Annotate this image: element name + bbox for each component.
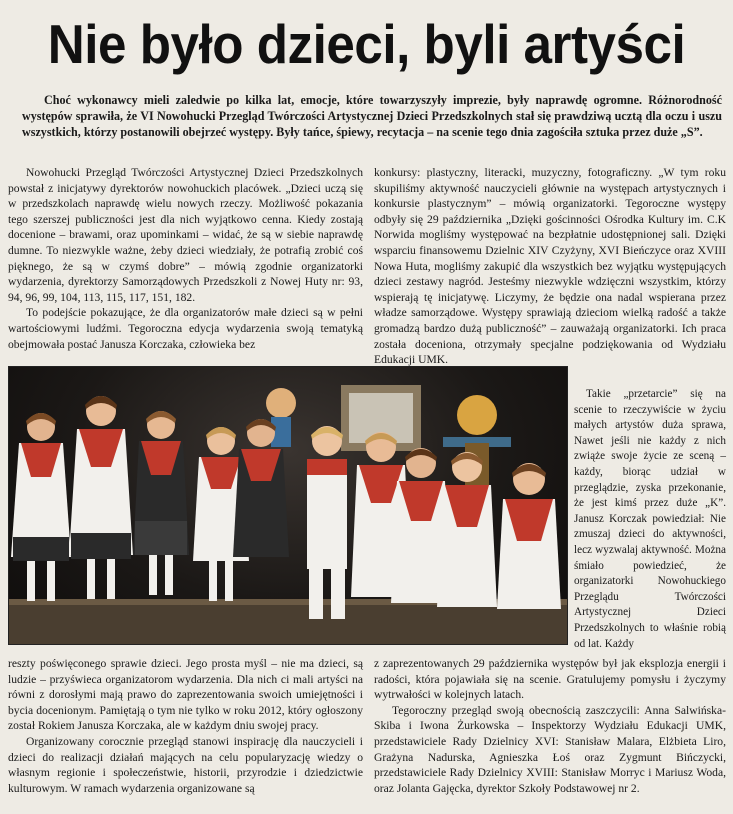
column-2-side [574, 387, 726, 652]
column-1-top [8, 165, 363, 352]
paragraph: Organizowany corocznie przegląd stanowi inspirację dla nauczycieli i dzieci do realizacji działań mających na celu popularyzację wiedzy o własnym regionie i społeczeństwie, historii, przyrodzie i dziedzictwie kulturowym. W ramach wydarzenia organizowane są [8, 734, 363, 795]
paragraph: z zaprezentowanych 29 października występów był jak eksplozja energii i radości, która pojawiała się na scenie. Gratulujemy pomysłu i życzymy wytrwałości w kolejnych latach. [374, 657, 726, 702]
paragraph: Tegoroczny przegląd swoją obecnością zaszczycili: Anna Salwińska-Skiba i Iwona Żurkowska – Inspektorzy Wydziału Edukacji UMK, przedstawiciele Rady Dzielnicy XVI: Stanisław Malara, Elżbieta Liro, Grażyna Nadurska, Agnieszka Łoś oraz Zygmunt Bińczycki, przedstawiciele Rady Dzielnicy XVIII: Stanisław Morryc i Mariusz Woda, oraz Jolanta Gajęcka, dyrektor Szkoły Podstawowej nr 2. [374, 703, 726, 795]
article-photo [8, 366, 568, 645]
paragraph: Nowohucki Przegląd Twórczości Artystycznej Dzieci Przedszkolnych powstał z inicjatywy dyrektorów nowohuckich placówek. „Dzieci uczą się w przedszkolach naprawdę wielu nowych rzeczy. Możliwość pokazania tego szerszej publiczności jest dla nich wyjątkowo cenna. Kiedy zostają docenione – brawami, oraz upominkami – widać, że są w siebie naprawdę dumne. To niezwykle ważne, żeby dzieci wiedziały, że potrafią zrobić coś pięknego, że są w czymś dobre” – mówią zgodnie organizatorki wydarzenia, dyrektorzy Samorządowych Przedszkoli z Nowej Huty nr: 93, 94, 96, 99, 104, 113, 115, 117, 151, 182. [8, 166, 363, 304]
lead-paragraph: Choć wykonawcy mieli zaledwie po kilka lat, emocje, które towarzyszyły imprezie, były naprawdę ogromne. Różnorodność występów sprawiła, że VI Nowohucki Przegląd Twórczości Artystycznej Dzieci Przedszkolnych stał się prawdziwą ucztą dla oczu i uszu wszystkich, którzy postanowili obejrzeć występy. Były tańce, śpiewy, recytacja – na scenie tego dnia zagościła sztuka przez duże „S”. [22, 93, 722, 139]
paragraph: konkursy: plastyczny, literacki, muzyczny, fotograficzny. „W tym roku skupiliśmy aktywność nauczycieli głównie na występach artystycznych i konkursie plastycznym” – mówią organizatorki. Tegoroczne występy odbyły się 29 października „Dzięki gościnności Ośrodka Kultury im. C.K Norwida mogliśmy występować na bezpłatnie udostępnionej sali. Dzięki wsparciu finansowemu Dzielnic XIV Czyżyny, XVI Bieńczyce oraz XVIII Nowa Huta, mogliśmy zakupić dla wszystkich bez wyjątku występujących dzieci zestawy nagród. Jesteśmy niezwykle wdzięczni wszystkim, którzy wspierają tę inicjatywę. Liczymy, że będzie ona nadal wspierana przez władze samorządowe. Występy sprawiają dzieciom wielką radość a także gromadzą bardzo dużą publiczność” – zauważają organizatorki. Ich praca została doceniona, otrzymały specjalne podziękowania od Wydziału Edukacji UMK. [374, 166, 726, 367]
paragraph: reszty poświęconego sprawie dzieci. Jego prosta myśl – nie ma dzieci, są ludzie – przyświeca organizatorom wydarzenia. Dla nich ci mali artyści na równi z dorosłymi mają prawo do zaprezentowania swoich umiejętności i bycia docenionym. Pamiętają o tym nie tylko w roku 2012, który ogłoszony został Rokiem Janusza Korczaka, ale w każdym dniu swojej pracy. [8, 657, 363, 733]
paragraph: Takie „przetarcie” się na scenie to rzeczywiście w życiu małych artystów duża sprawa, Nawet jeśli nie każdy z nich zwiąże swoje życie ze sceną – każdy, biorąc udział w przeglądzie, zyska przekonanie, że jest kimś przez duże „K”. Janusz Korczak powiedział: Nie zmuszaj dzieci do aktywności, lecz wyzwalaj aktywność. Można śmiało powiedzieć, że organizatorki Nowohuckiego Przeglądu Twórczości Artystycznej Dzieci Przedszkolnych to właśnie robią od lat. Każdy [574, 388, 726, 650]
column-1-bottom [8, 656, 363, 796]
column-2-top [374, 165, 726, 368]
column-2-bottom [374, 656, 726, 796]
children-performers-illustration [9, 367, 568, 645]
headline: Nie było dzieci, byli artyści [47, 13, 686, 75]
paragraph: To podejście pokazujące, że dla organizatorów małe dzieci są w pełni wartościowymi ludźmi. Tegoroczna edycja wydarzenia swoją tematyką obejmowała postać Janusza Korczaka, człowieka bez [8, 306, 363, 351]
